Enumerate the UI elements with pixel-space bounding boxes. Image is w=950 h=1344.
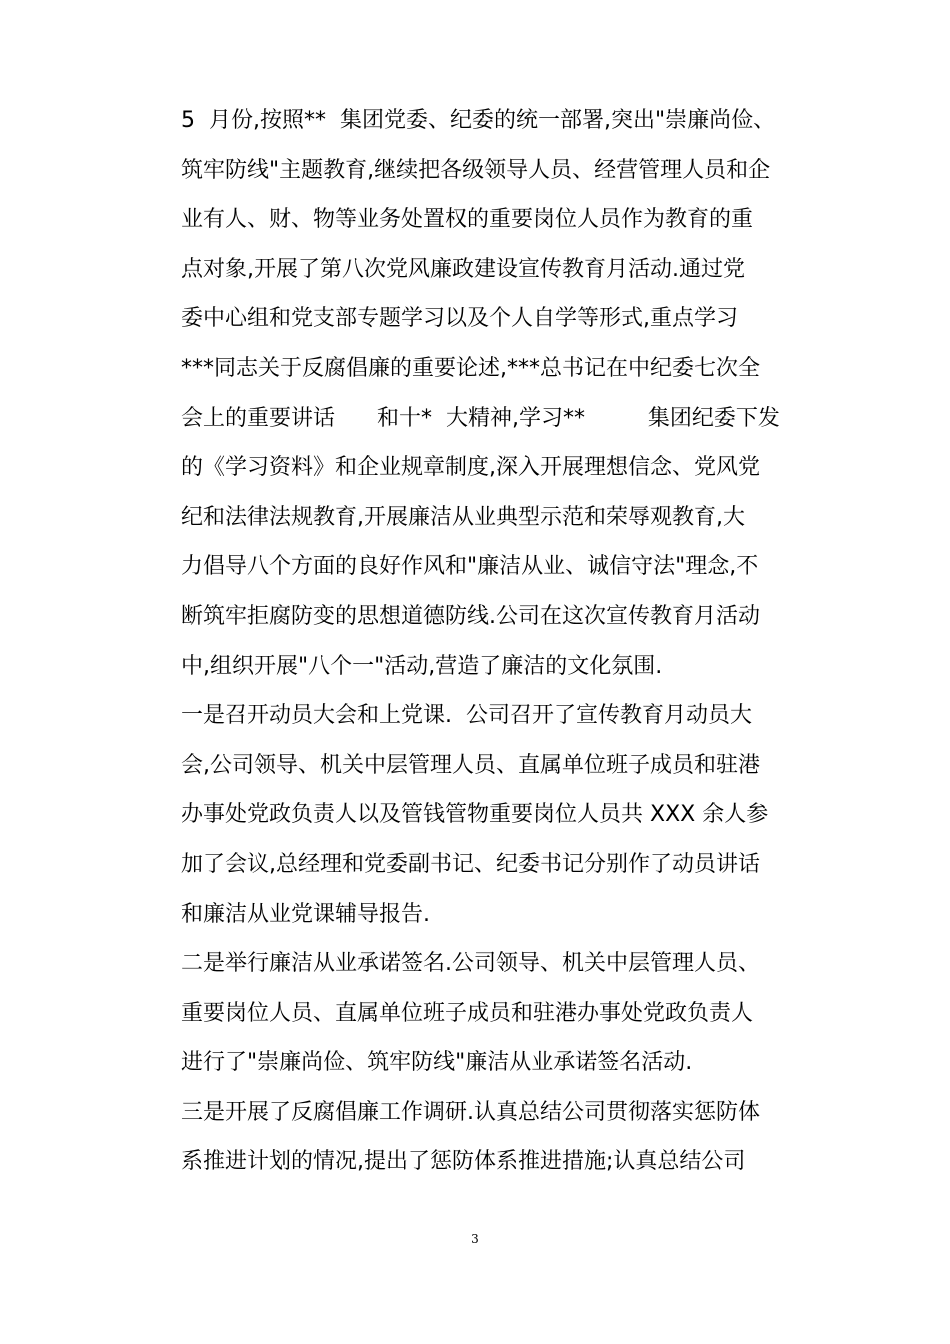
text-line: 和廉洁从业党课辅导报告. [181, 901, 430, 927]
text-line: 二是举行廉洁从业承诺签名.公司领导、机关中层管理人员、 [181, 951, 760, 977]
text-line: 重要岗位人员、直属单位班子成员和驻港办事处党政负责人 [181, 1000, 754, 1026]
text-line: 加了会议,总经理和党委副书记、纪委书记分别作了动员讲话 [181, 851, 760, 877]
text-line: 会上的重要讲话 和十* 大精神,学习** 集团纪委下发 [181, 405, 780, 431]
text-line: 会,公司领导、机关中层管理人员、直属单位班子成员和驻港 [181, 752, 760, 778]
body-text [181, 96, 781, 1187]
text-line: 进行了"崇廉尚俭、筑牢防线"廉洁从业承诺签名活动. [181, 1050, 693, 1076]
text-line: 办事处党政负责人以及管钱管物重要岗位人员共 XXX 余人参 [181, 802, 769, 828]
text-line: 5 月份,按照** 集团党委、纪委的统一部署,突出"崇廉尚俭、 [181, 108, 776, 133]
text-line: 一是召开动员大会和上党课. 公司召开了宣传教育月动员大 [181, 703, 752, 729]
page-number: 3 [471, 1232, 479, 1246]
text-line: 断筑牢拒腐防变的思想道德防线.公司在这次宣传教育月活动 [181, 603, 760, 629]
text-line: 业有人、财、物等业务处置权的重要岗位人员作为教育的重 [181, 207, 754, 233]
text-line: 点对象,开展了第八次党风廉政建设宣传教育月活动.通过党 [181, 256, 745, 282]
text-line: 力倡导八个方面的良好作风和"廉洁从业、诚信守法"理念,不 [181, 554, 759, 580]
text-line: 三是开展了反腐倡廉工作调研.认真总结公司贯彻落实惩防体 [181, 1099, 760, 1125]
text-line: 纪和法律法规教育,开展廉洁从业典型示范和荣辱观教育,大 [181, 504, 745, 530]
text-line: 的《学习资料》和企业规章制度,深入开展理想信念、党风党 [181, 455, 760, 481]
text-line: 中,组织开展"八个一"活动,营造了廉洁的文化氛围. [181, 653, 663, 679]
text-line: ***同志关于反腐倡廉的重要论述,***总书记在中纪委七次全 [181, 355, 760, 381]
text-line: 筑牢防线"主题教育,继续把各级领导人员、经营管理人员和企 [181, 157, 771, 183]
text-line: 委中心组和党支部专题学习以及个人自学等形式,重点学习 [181, 306, 738, 332]
text-line: 系推进计划的情况,提出了惩防体系推进措施;认真总结公司 [181, 1149, 746, 1175]
